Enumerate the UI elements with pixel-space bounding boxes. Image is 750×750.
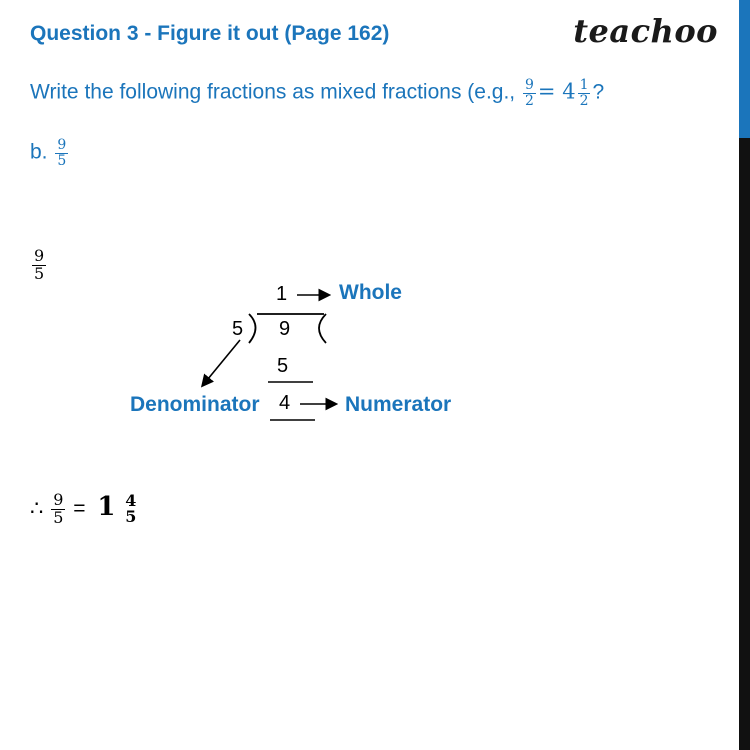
- dividend: 9: [279, 318, 291, 340]
- part-letter: b.: [30, 140, 48, 164]
- example-end: ?: [592, 80, 605, 104]
- division-right-bracket: [319, 314, 326, 343]
- result-answer-denominator: 5: [125, 507, 137, 527]
- result-equals: =: [73, 497, 86, 520]
- page-title: Question 3 - Figure it out (Page 162): [30, 22, 390, 45]
- result-denominator: 5: [53, 507, 64, 527]
- result-numerator: 9: [53, 490, 64, 510]
- part-denominator: 5: [57, 152, 67, 169]
- result-answer-fraction: [123, 490, 138, 527]
- result-whole: 1: [97, 492, 116, 522]
- result-fraction: [51, 492, 65, 527]
- example-equals: = 4: [537, 79, 576, 104]
- denominator-label: Denominator: [130, 393, 260, 416]
- part-numerator: 9: [57, 137, 67, 153]
- example-denominator: 2: [525, 92, 534, 109]
- denominator-arrow: [203, 340, 240, 385]
- example-mixed-numerator: 1: [579, 77, 589, 93]
- working-numerator: 9: [34, 246, 45, 265]
- quotient: 1: [276, 283, 288, 305]
- question-prompt: Write the following fractions as mixed fractions (e.g.,: [30, 80, 516, 104]
- remainder: 4: [279, 392, 291, 414]
- brand-logo: teachoo: [573, 12, 718, 50]
- therefore-symbol: ∴: [30, 496, 44, 520]
- whole-label: Whole: [339, 281, 402, 304]
- numerator-label: Numerator: [345, 393, 452, 416]
- subtract-value: 5: [277, 355, 289, 377]
- working-denominator: 5: [34, 263, 45, 283]
- result-line: [30, 492, 140, 527]
- division-left-bracket: [249, 314, 256, 343]
- divisor: 5: [232, 318, 244, 340]
- example-numerator: 9: [525, 77, 534, 93]
- result-answer-numerator: 4: [125, 490, 137, 510]
- example-mixed-denominator: 2: [579, 92, 589, 109]
